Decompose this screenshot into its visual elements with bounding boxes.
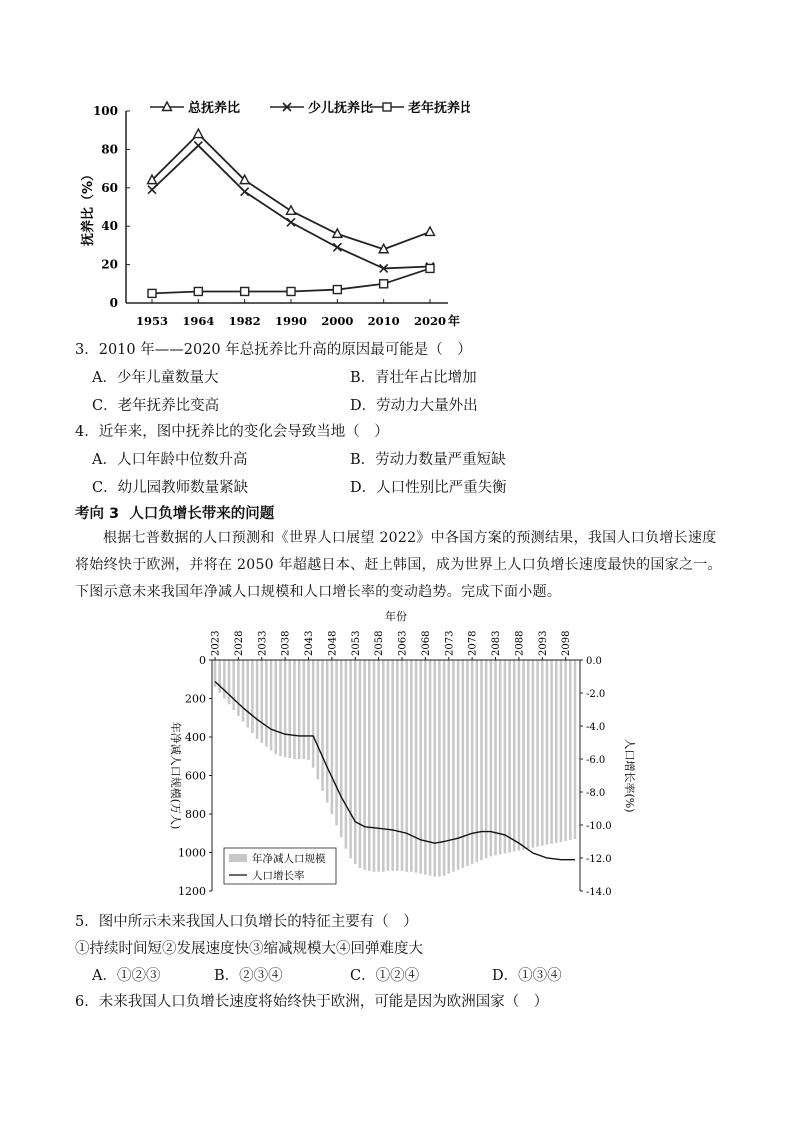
y-tick-label: 100 <box>92 104 118 118</box>
bar <box>415 660 418 873</box>
legend-marker <box>383 103 391 111</box>
bar <box>354 660 357 864</box>
right-tick-label: -8.0 <box>586 788 606 799</box>
x-tick-label: 2020 <box>413 314 447 328</box>
bar <box>410 660 413 872</box>
bar <box>401 660 404 871</box>
y-tick-label: 80 <box>101 142 118 157</box>
bar <box>307 660 310 760</box>
question-6-stem: 6．未来我国人口负增长速度将始终快于欧洲，可能是因为欧洲国家（ ） <box>75 994 549 1010</box>
x-tick-label: 1982 <box>228 314 261 328</box>
bar <box>494 660 497 855</box>
bar <box>485 660 488 858</box>
bar <box>246 660 249 727</box>
bar <box>232 660 235 710</box>
q4-option-d[interactable]: D．人口性别比严重失衡 <box>350 480 507 496</box>
bar <box>518 660 521 851</box>
bar <box>265 660 268 747</box>
legend-label: 老年抚养比 <box>408 101 470 116</box>
bar <box>293 660 296 759</box>
q3-option-c[interactable]: C．老年抚养比变高 <box>92 398 220 414</box>
x-tick-label: 2093 <box>537 630 549 656</box>
intro-line-3: 下图示意未来我国年净减人口规模和人口增长率的变动趋势。完成下面小题。 <box>75 584 562 600</box>
bar <box>541 660 544 846</box>
right-tick-label: -10.0 <box>586 821 612 832</box>
x-tick-label: 2043 <box>304 630 316 656</box>
y-tick-label: 20 <box>101 257 118 272</box>
x-axis-unit: 年 <box>448 314 461 328</box>
x-tick-label: 2083 <box>491 630 503 656</box>
bar <box>256 660 259 739</box>
left-tick-label: 400 <box>185 731 206 744</box>
bar <box>335 660 338 826</box>
bar <box>368 660 371 871</box>
bar <box>522 660 525 850</box>
x-tick-label: 2098 <box>561 630 573 656</box>
population-decline-chart <box>160 608 640 903</box>
bar <box>429 660 432 876</box>
data-point <box>287 206 296 215</box>
bar <box>218 660 221 693</box>
legend-label: 年净减人口规模 <box>252 853 326 865</box>
dependency-ratio-svg <box>70 95 470 340</box>
bar <box>480 660 483 860</box>
bar <box>237 660 240 716</box>
data-point <box>333 286 341 294</box>
bar <box>326 660 329 802</box>
data-point <box>333 243 341 251</box>
section-heading <box>75 504 274 524</box>
q4-option-c[interactable]: C．幼儿园教师数量紧缺 <box>92 480 249 496</box>
bar <box>419 660 422 874</box>
bar <box>345 660 348 849</box>
right-tick-label: 0.0 <box>586 656 602 667</box>
bar <box>396 660 399 871</box>
bar <box>391 660 394 871</box>
data-point <box>241 287 249 295</box>
x-tick-label: 2048 <box>327 630 339 656</box>
question-5-stem: 5．图中所示未来我国人口负增长的特征主要有（ ） <box>75 914 418 930</box>
bar <box>373 660 376 872</box>
q5-option-c[interactable]: C．①②④ <box>350 968 420 984</box>
x-tick-label: 2053 <box>350 630 362 656</box>
bar <box>387 660 390 871</box>
data-point <box>148 186 156 194</box>
q5-statements: ①持续时间短②发展速度快③缩减规模大④回弹难度大 <box>75 941 423 957</box>
left-tick-label: 0 <box>199 654 206 667</box>
data-point <box>426 264 434 272</box>
left-axis-label: 年净减人口规模(万人) <box>169 721 182 830</box>
bar <box>289 660 292 758</box>
data-point <box>287 287 295 295</box>
bar <box>382 660 385 872</box>
data-point <box>194 142 202 150</box>
bar <box>555 660 558 843</box>
data-point <box>148 289 156 297</box>
intro-line-1: 根据七普数据的人口预测和《世界人口展望 2022》中各国方案的预测结果，我国人口负增长速度 <box>103 530 717 546</box>
data-point <box>287 218 295 226</box>
bar <box>303 660 306 759</box>
bar <box>349 660 352 858</box>
bar <box>527 660 530 849</box>
y-tick-label: 40 <box>101 219 118 234</box>
x-tick-label: 2063 <box>397 630 409 656</box>
population-decline-svg <box>160 608 640 903</box>
bar <box>298 660 301 759</box>
bar <box>321 660 324 791</box>
bar <box>443 660 446 876</box>
bar <box>433 660 436 877</box>
legend-bar-swatch <box>229 854 247 862</box>
right-tick-label: -2.0 <box>586 689 606 700</box>
bar <box>574 660 577 839</box>
x-tick-label: 1953 <box>135 314 169 328</box>
left-tick-label: 600 <box>185 769 206 783</box>
intro-line-2: 将始终快于欧洲，并将在 2050 年超越日本、赶上韩国，成为世界上人口负增长速度最快的国家之一。 <box>75 557 722 573</box>
y-tick-label: 0 <box>109 296 118 310</box>
y-tick-label: 60 <box>101 180 118 195</box>
right-axis-label: 人口增长率(%) <box>623 738 636 813</box>
bar <box>242 660 245 722</box>
q3-option-b[interactable]: B．青壮年占比增加 <box>350 370 477 386</box>
legend-label: 总抚养比 <box>188 101 241 116</box>
bar <box>279 660 282 756</box>
bar <box>550 660 553 844</box>
chart-title: 年份 <box>385 610 407 623</box>
section-heading-title: 人口负增长带来的问题 <box>129 506 275 522</box>
left-tick-label: 1000 <box>178 846 206 860</box>
q3-option-a[interactable]: A．少年儿童数量大 <box>92 370 219 386</box>
bar <box>340 660 343 837</box>
bar <box>560 660 563 842</box>
x-tick-label: 2073 <box>444 630 456 656</box>
bar <box>438 660 441 877</box>
bar <box>564 660 567 841</box>
bar <box>363 660 366 870</box>
bar <box>447 660 450 874</box>
q5-option-a[interactable]: A．①②③ <box>92 968 161 984</box>
q5-option-b[interactable]: B．②③④ <box>214 968 283 984</box>
legend-label: 少儿抚养比 <box>308 101 374 116</box>
x-tick-label: 2010 <box>367 314 400 328</box>
x-tick-label: 2023 <box>210 630 222 656</box>
bar <box>251 660 254 733</box>
right-tick-label: -4.0 <box>586 722 606 733</box>
bar <box>312 660 315 768</box>
bar <box>284 660 287 757</box>
bar <box>223 660 226 699</box>
bar <box>490 660 493 856</box>
right-tick-label: -6.0 <box>586 755 606 766</box>
data-point <box>241 188 249 196</box>
x-tick-label: 2088 <box>514 630 526 656</box>
bar <box>260 660 263 743</box>
bar <box>546 660 549 845</box>
bar <box>270 660 273 750</box>
bar <box>405 660 408 872</box>
x-tick-label: 2058 <box>374 630 386 656</box>
bar <box>536 660 539 847</box>
left-tick-label: 200 <box>185 692 206 706</box>
bar <box>504 660 507 853</box>
q4-option-a[interactable]: A．人口年龄中位数升高 <box>92 452 248 468</box>
x-tick-label: 2033 <box>257 630 269 656</box>
y-axis-label: 抚养比（%） <box>81 167 96 247</box>
bar <box>377 660 380 872</box>
section-heading-prefix: 考向 3 <box>75 506 120 522</box>
bar <box>331 660 334 814</box>
bar <box>228 660 231 704</box>
data-point <box>194 287 202 295</box>
x-tick-label: 1964 <box>182 314 215 328</box>
x-tick-label: 2028 <box>233 630 245 656</box>
series-line-0 <box>152 134 430 249</box>
q5-option-d[interactable]: D．①③④ <box>492 968 562 984</box>
x-tick-label: 2000 <box>321 314 354 328</box>
x-tick-label: 2068 <box>420 630 432 656</box>
data-point <box>380 280 388 288</box>
data-point <box>194 129 203 138</box>
bar <box>424 660 427 875</box>
growth-rate-line <box>215 681 575 859</box>
bar <box>508 660 511 853</box>
right-tick-label: -12.0 <box>586 854 612 865</box>
dependency-ratio-chart <box>70 95 470 340</box>
x-tick-label: 2078 <box>467 630 479 656</box>
left-tick-label: 800 <box>185 808 206 821</box>
q4-option-b[interactable]: B．劳动力数量严重短缺 <box>350 452 506 468</box>
left-tick-label: 1200 <box>178 885 206 898</box>
data-point <box>426 227 435 236</box>
bar <box>532 660 535 848</box>
bar <box>499 660 502 854</box>
question-3-stem: 3．2010 年——2020 年总抚养比升高的原因最可能是（ ） <box>75 342 472 358</box>
right-tick-label: -14.0 <box>586 887 612 898</box>
x-tick-label: 1990 <box>274 314 308 328</box>
bar <box>274 660 277 754</box>
q3-option-d[interactable]: D．劳动力大量外出 <box>350 398 478 414</box>
x-tick-label: 2038 <box>280 630 292 656</box>
legend-label: 人口增长率 <box>252 870 305 882</box>
bar <box>569 660 572 840</box>
bar <box>359 660 362 868</box>
question-4-stem: 4．近年来，图中抚养比的变化会导致当地（ ） <box>75 424 389 440</box>
bar <box>513 660 516 852</box>
bar <box>317 660 320 779</box>
